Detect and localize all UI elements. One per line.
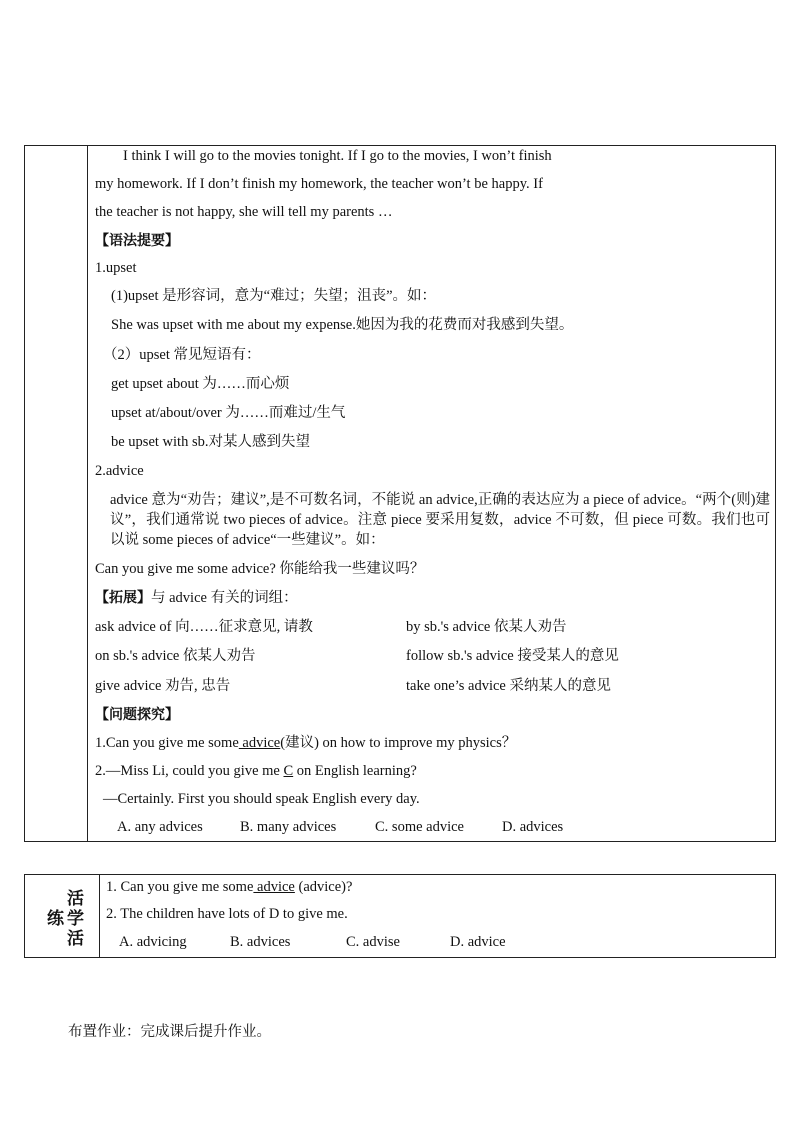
advice-explanation: advice 意为“劝告；建议”,是不可数名词，不能说 an advice,正确的表达应为 a piece of advice。“两个(则)建议”，我们通常说 two pieces of advice。注意 piece 要采用复数，advice 不可数，但 piece 可数。我们也可以说 some pieces of advice“一些建议”。如： <box>110 492 770 548</box>
option: D. advice <box>450 934 506 950</box>
story-line-3: the teacher is not happy, she will tell my parents … <box>95 204 393 220</box>
option: B. many advices <box>240 819 337 835</box>
practice-question-2: 2. The children have lots of D to give me. <box>106 906 348 922</box>
inquiry-question-2 <box>95 761 417 781</box>
column-divider <box>99 875 100 957</box>
question-text: 2.—Miss Li, could you give me <box>95 763 284 779</box>
option: A. any advices <box>117 819 203 835</box>
column-divider <box>87 146 88 841</box>
phrase-cell: by sb.'s advice 依某人劝告 <box>406 619 567 635</box>
answer-blank: C <box>283 763 294 779</box>
phrase-cell: give advice 劝告, 忠告 <box>95 678 231 694</box>
inquiry-question-1 <box>95 733 516 753</box>
side-label-char: 学 <box>67 909 84 929</box>
upset-example: She was upset with me about my expense.她因为我的花费而对我感到失望。 <box>111 317 574 333</box>
upset-phrase: upset at/about/over 为……而难过/生气 <box>111 405 346 421</box>
answer-blank: advice <box>238 735 281 751</box>
side-label-char: 练 <box>47 909 64 929</box>
homework-note: 布置作业：完成课后提升作业。 <box>68 1024 271 1040</box>
phrase-cell: take one’s advice 采纳某人的意见 <box>406 678 611 694</box>
upset-phrase: get upset about 为……而心烦 <box>111 376 290 392</box>
advice-example: Can you give me some advice? 你能给我一些建议吗？ <box>95 561 425 577</box>
option: C. some advice <box>375 819 464 835</box>
upset-title: 1.upset <box>95 260 137 276</box>
advice-title: 2.advice <box>95 463 144 479</box>
upset-definition: (1)upset 是形容词，意为“难过；失望；沮丧”。如： <box>111 288 437 304</box>
question-reply: —Certainly. First you should speak English every day. <box>103 791 420 807</box>
practice-question-1 <box>106 877 352 897</box>
option: C. advise <box>346 934 400 950</box>
phrase-cell: on sb.'s advice 依某人劝告 <box>95 648 256 664</box>
option: D. advices <box>502 819 564 835</box>
expansion-label: 【拓展】 <box>95 590 151 606</box>
inquiry-header: 【问题探究】 <box>95 707 179 723</box>
story-line-2: my homework. If I don’t finish my homework, the teacher won’t be happy. If <box>95 176 543 192</box>
option: A. advicing <box>119 934 187 950</box>
question-text: on English learning? <box>293 763 417 779</box>
grammar-header: 【语法提要】 <box>95 233 179 249</box>
expansion-text: 与 advice 有关的词组： <box>151 590 298 606</box>
answer-blank: advice <box>253 879 295 895</box>
expansion-header <box>95 588 298 608</box>
question-text: 1. Can you give me some <box>106 879 254 895</box>
side-label-char: 活 <box>67 889 84 909</box>
upset-phrases-header: （2）upset 常见短语有： <box>103 347 261 363</box>
question-text: (advice)? <box>294 879 353 895</box>
side-label-char: 活 <box>67 929 84 949</box>
phrase-cell: follow sb.'s advice 接受某人的意见 <box>406 648 619 664</box>
phrase-cell: ask advice of 向……征求意见, 请教 <box>95 619 313 635</box>
upset-phrase: be upset with sb.对某人感到失望 <box>111 434 310 450</box>
story-line-1: I think I will go to the movies tonight. If I go to the movies, I won’t finish <box>123 148 552 164</box>
question-text: 1.Can you give me some <box>95 735 239 751</box>
option: B. advices <box>230 934 291 950</box>
question-text: (建议) on how to improve my physics？ <box>280 735 517 751</box>
